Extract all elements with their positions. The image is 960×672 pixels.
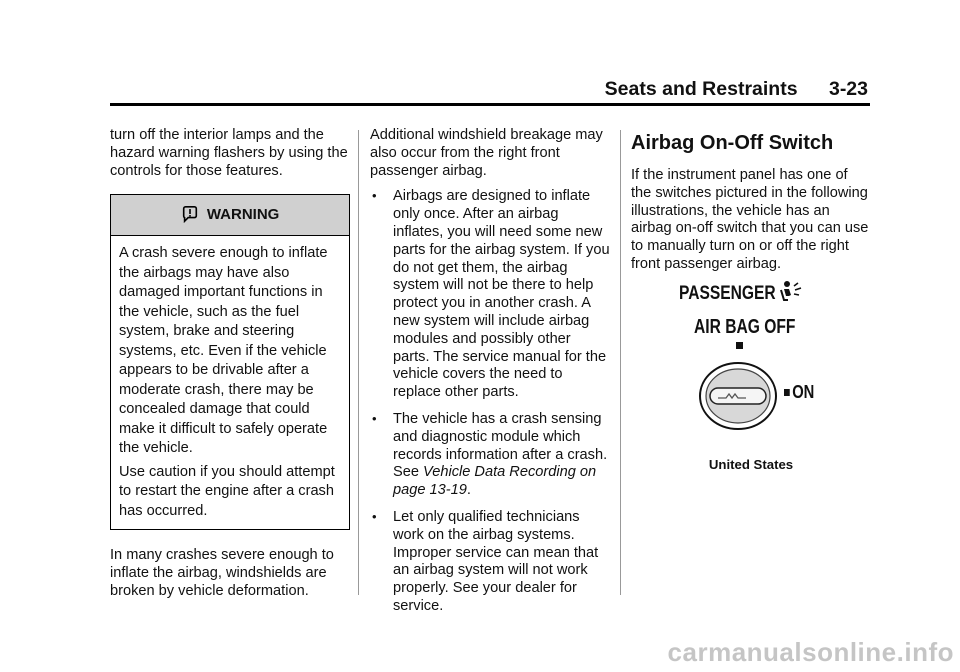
key-switch-icon[interactable] <box>696 360 780 432</box>
on-position-marker <box>784 389 790 396</box>
column-right <box>631 127 871 274</box>
page-header <box>605 78 868 101</box>
passenger-seat-icon <box>778 280 804 302</box>
page-number: 3-23 <box>828 78 868 100</box>
section-title: Seats and Restraints <box>604 78 798 100</box>
list-item <box>370 411 610 500</box>
airbag-switch-illustration <box>676 278 816 448</box>
airbag-off-label: AIR BAG OFF <box>694 316 796 338</box>
bullet-list <box>370 188 610 615</box>
warning-body <box>111 236 349 529</box>
column-left <box>110 127 350 601</box>
on-label-text: ON <box>792 382 815 402</box>
body-paragraph: In many crashes severe enough to inflate the airbag, windshields are broken by vehicle deformation. <box>110 547 334 599</box>
list-item-punct: . <box>466 482 471 499</box>
column-divider <box>620 130 621 595</box>
warning-paragraph: A crash severe enough to inflate the airbags may have also damaged important functions in the vehicle, such as the fuel system, brake and steering systems, etc. Even if the vehicle appears to be drivable after a moderate crash, there may be concealed damage that could make it difficult to safely operate the vehicle. <box>119 245 328 457</box>
list-item <box>370 188 610 402</box>
intro-text: turn off the interior lamps and the hazard warning flashers by using the controls for those features. <box>110 127 348 179</box>
warning-header <box>111 195 349 236</box>
on-position-label <box>784 382 814 403</box>
warning-label: WARNING <box>206 206 280 224</box>
watermark: carmanualsonline.info <box>667 637 954 667</box>
section-heading: Airbag On-Off Switch <box>631 132 834 154</box>
header-rule <box>110 103 870 106</box>
figure-caption: United States <box>708 457 794 472</box>
list-item-text: Airbags are designed to inflate only once. After an airbag inflates, you will need some new parts for the airbag system. If you do not get them, the airbag system will not be there to help protect you in another crash. A new system will include airbag modules and possibly other parts. The service manual for the vehicle covers the need to replace other parts. <box>393 188 610 401</box>
warning-box <box>110 194 350 530</box>
body-paragraph: Additional windshield breakage may also occur from the right front passenger airbag. <box>370 127 603 179</box>
cross-reference-link[interactable]: Vehicle Data Recording on page 13-19 <box>393 464 597 499</box>
passenger-label: PASSENGER <box>679 283 776 304</box>
body-paragraph: If the instrument panel has one of the switches pictured in the following illustrations, the vehicle has an airbag on-off switch that you can use to manually turn on or off the right front passenger airbag. <box>631 167 869 272</box>
warning-triangle-icon <box>181 205 199 223</box>
list-item-text: Let only qualified technicians work on the airbag systems. Improper service can mean that an airbag system will not work properly. See your dealer for service. <box>393 508 599 614</box>
list-item <box>370 509 610 616</box>
warning-paragraph: Use caution if you should attempt to restart the engine after a crash has occurred. <box>119 463 335 519</box>
list-item-text: The vehicle has a crash sensing and diagnostic module which records information after a crash. See <box>393 410 608 481</box>
column-middle <box>370 127 610 625</box>
column-divider <box>358 130 359 595</box>
off-position-marker <box>736 342 743 349</box>
